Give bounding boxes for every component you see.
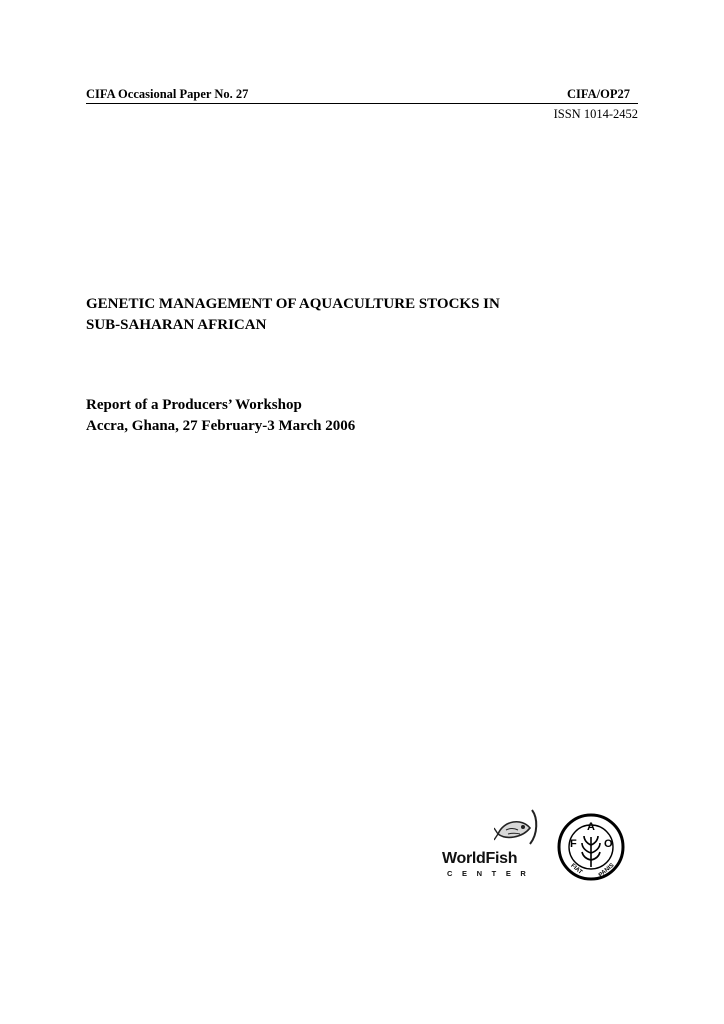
fish-icon [494, 808, 540, 852]
worldfish-center-text: CENTER [447, 869, 536, 878]
subtitle-line-2: Accra, Ghana, 27 February-3 March 2006 [86, 418, 356, 434]
title-line-1: GENETIC MANAGEMENT OF AQUACULTURE STOCKS IN [86, 296, 500, 312]
document-code: CIFA/OP27 [567, 87, 630, 101]
fao-logo [556, 811, 626, 883]
worldfish-wordmark: WorldFish [442, 850, 518, 867]
fao-letter-f: F [570, 838, 577, 850]
title-line-2: SUB-SAHARAN AFRICAN [86, 317, 267, 333]
fao-motto-left: FIAT [569, 862, 584, 876]
subtitle-line-1: Report of a Producers’ Workshop [86, 397, 302, 413]
running-header [86, 86, 638, 104]
fao-motto-right: PANIS [597, 862, 616, 879]
worldfish-logo [440, 806, 544, 882]
wheat-icon [582, 836, 600, 867]
issn-number: ISSN 1014-2452 [553, 107, 638, 121]
fao-letter-o: O [604, 838, 613, 850]
document-title [86, 294, 646, 336]
fao-letter-a: A [587, 821, 595, 833]
series-label: CIFA Occasional Paper No. 27 [86, 87, 249, 101]
document-subtitle [86, 395, 646, 437]
